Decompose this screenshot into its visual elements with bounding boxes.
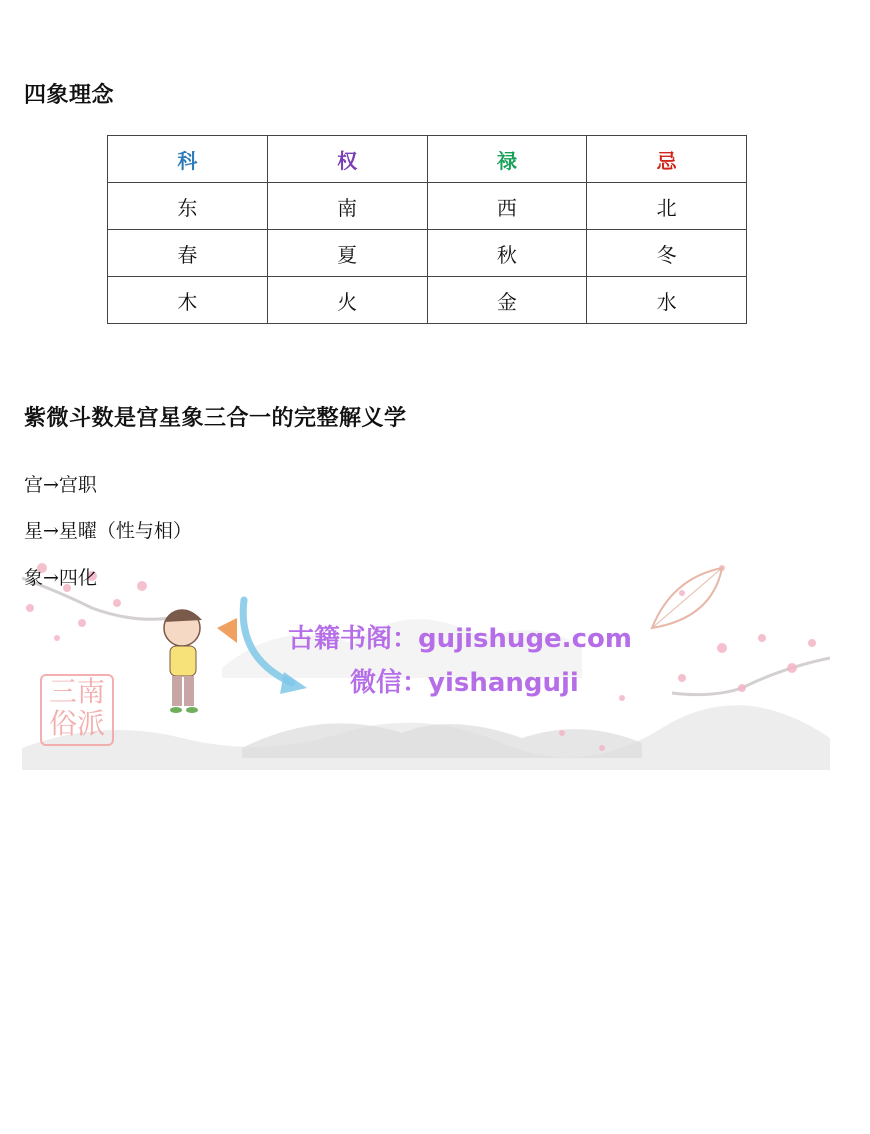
watermark-banner [22,548,830,770]
section-title-ziwei: 紫微斗数是宫星象三合一的完整解义学 [24,406,407,431]
header-cell-lu: 禄 [427,136,587,183]
watermark-site-text: 古籍书阁：gujishuge.com [288,624,632,654]
table-cell: 北 [587,183,747,230]
table-cell: 东 [108,183,268,230]
table-cell: 金 [427,277,587,324]
seal-stamp: 三南 俗派 [40,674,114,746]
table-cell: 秋 [427,230,587,277]
table-row [108,277,747,324]
header-cell-ke: 科 [108,136,268,183]
table-header-row [108,136,747,183]
table-row [108,183,747,230]
table-cell: 火 [267,277,427,324]
text-line-xiang: 象→四化 [24,567,97,589]
table-cell: 西 [427,183,587,230]
header-cell-quan: 权 [267,136,427,183]
four-symbols-table [107,135,747,324]
table-cell: 木 [108,277,268,324]
text-line-gong: 宫→宫职 [24,474,97,496]
header-cell-ji: 忌 [587,136,747,183]
watermark-wechat-text: 微信：yishanguji [350,668,579,698]
table-row [108,230,747,277]
table-cell: 春 [108,230,268,277]
text-line-xing: 星→星曜（性与相） [24,520,192,542]
table-cell: 夏 [267,230,427,277]
cartoon-figure [164,609,237,713]
landscape-illustration [22,548,830,770]
table-cell: 水 [587,277,747,324]
table-cell: 南 [267,183,427,230]
table-cell: 冬 [587,230,747,277]
section-title-four-symbols: 四象理念 [24,83,115,108]
